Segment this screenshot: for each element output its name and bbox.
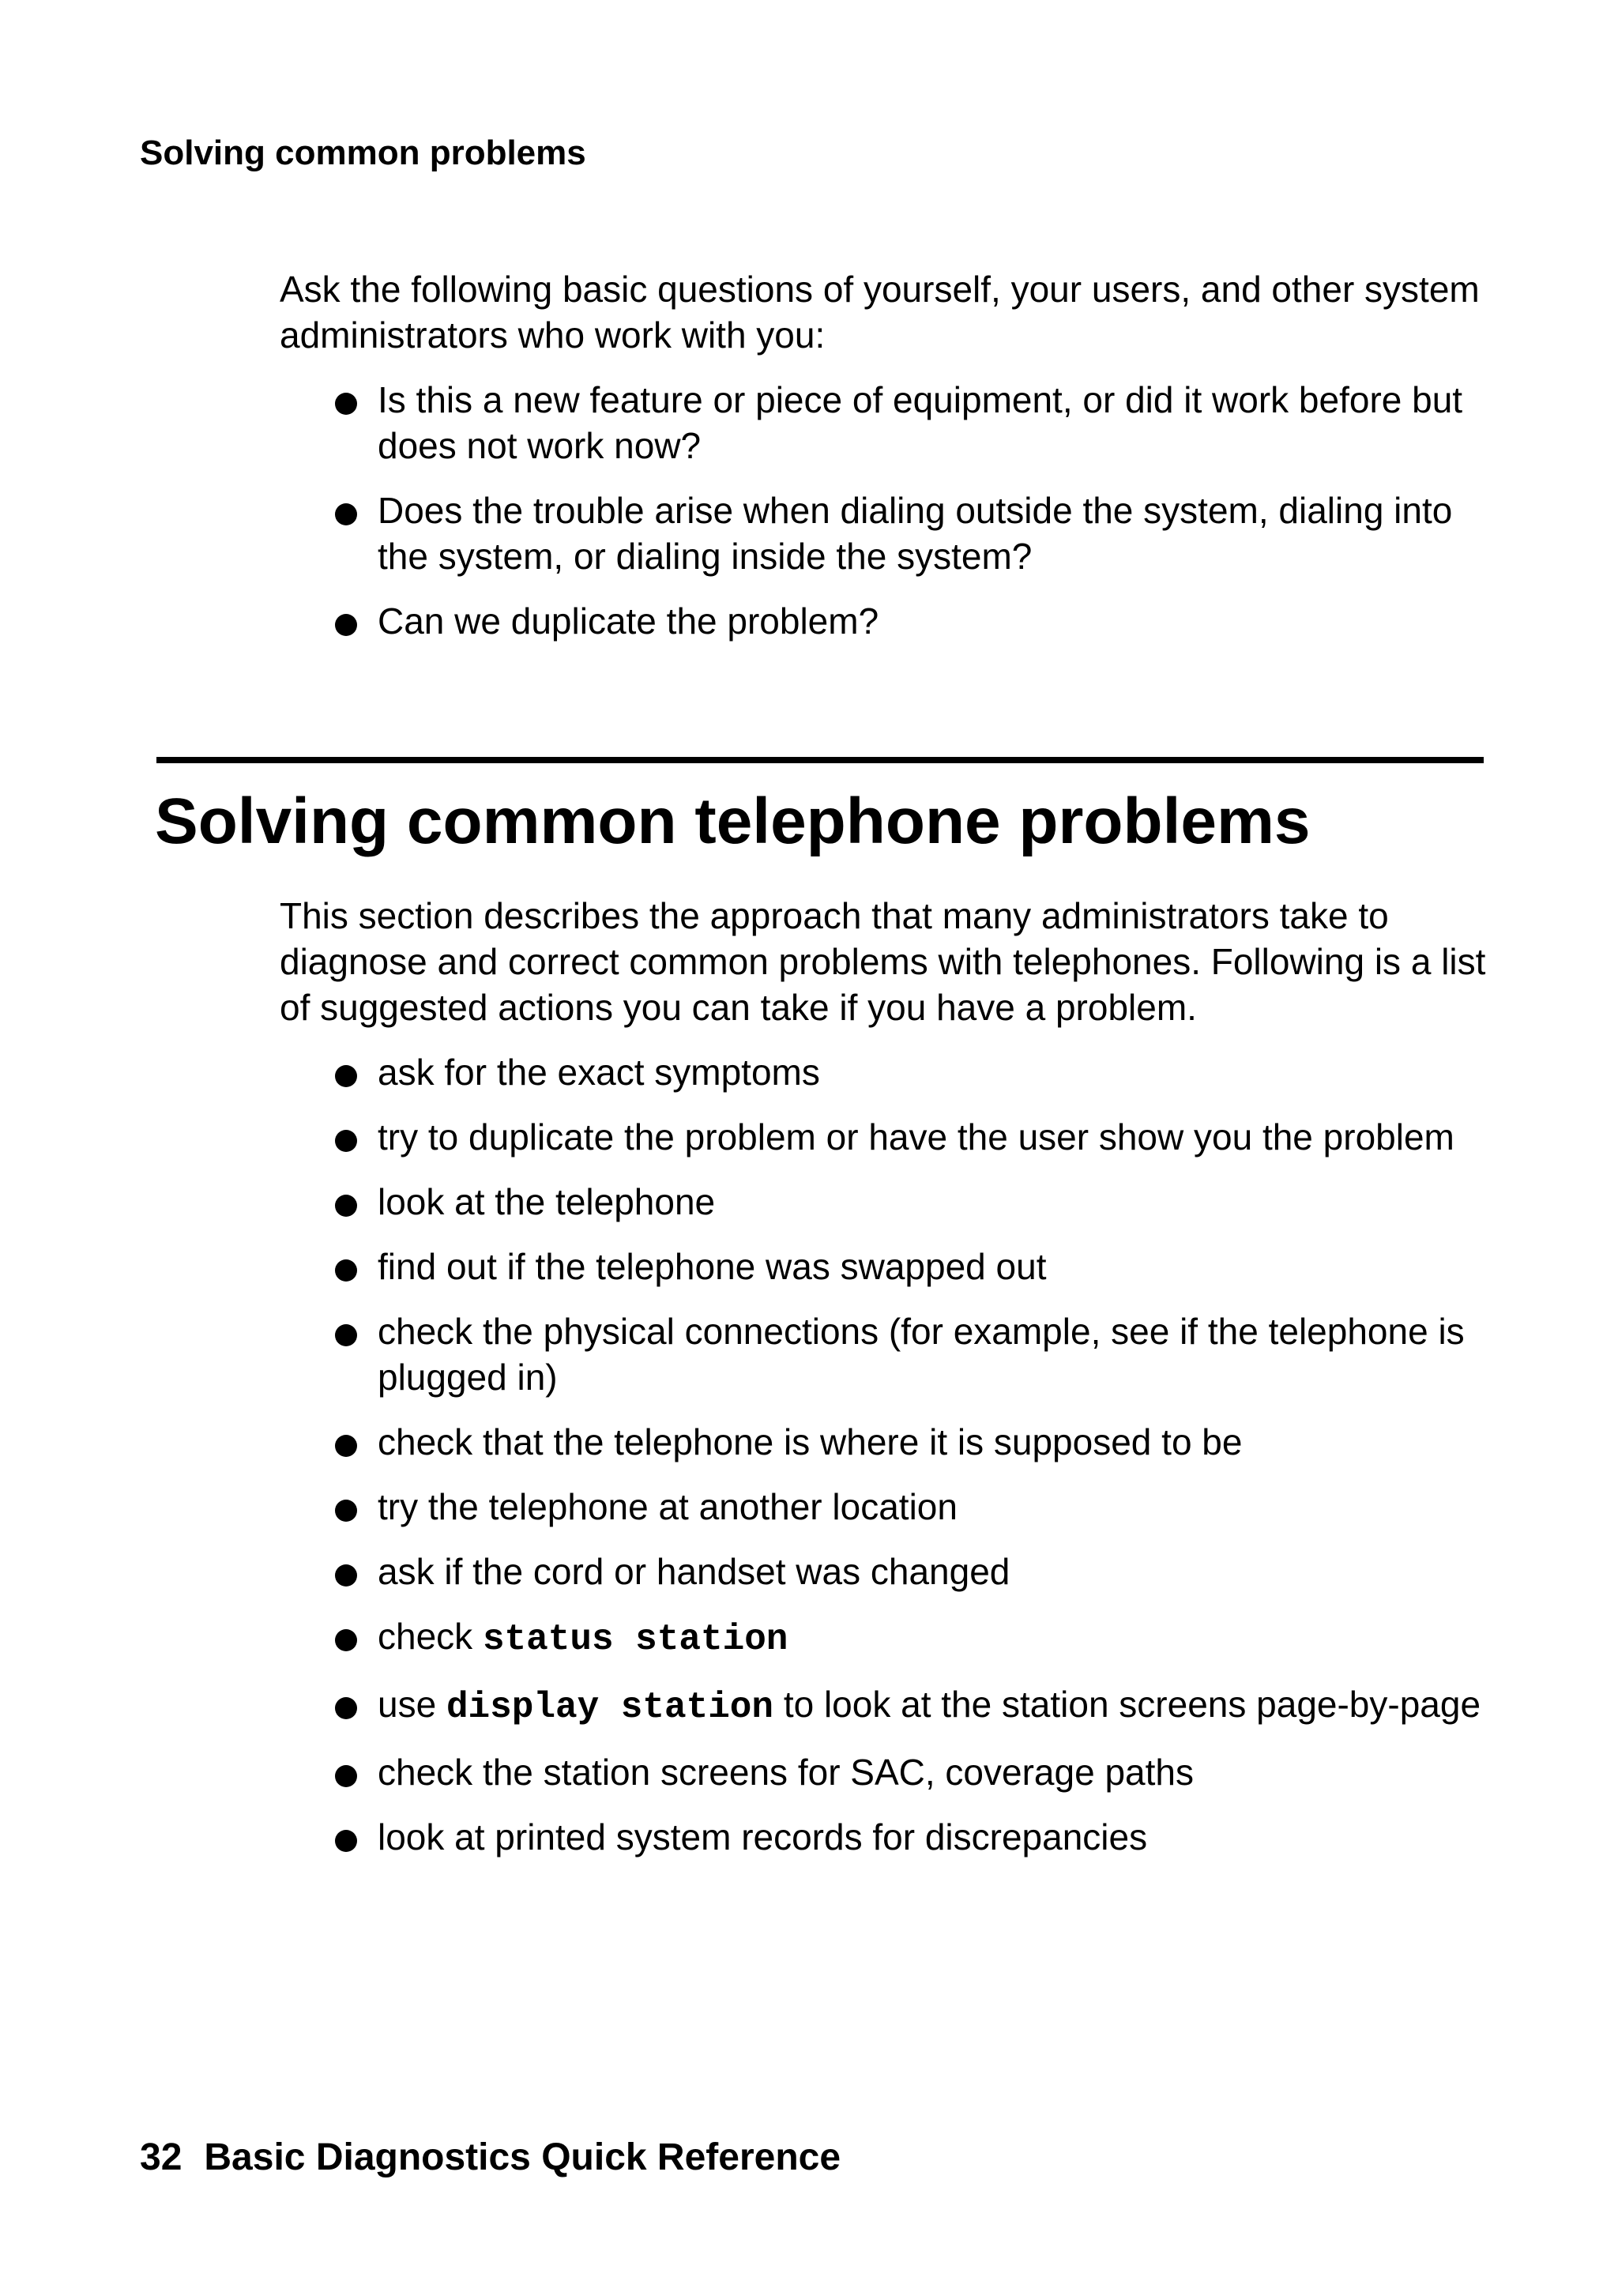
bullet-icon: [335, 1629, 357, 1651]
question-list: [280, 377, 1488, 644]
bullet-icon: [335, 1324, 357, 1346]
list-item: find out if the telephone was swapped out: [280, 1244, 1488, 1289]
section-paragraph: This section describes the approach that many administrators take to diagnose and correct common problems with telephones. Following is a list of suggested actions you can take if you have a problem.: [280, 895, 1486, 1028]
bullet-icon: [335, 1259, 357, 1282]
list-item: try the telephone at another location: [280, 1484, 1488, 1530]
bullet-icon: [335, 1765, 357, 1787]
command-text: display station: [446, 1687, 774, 1728]
list-item: Is this a new feature or piece of equipment, or did it work before but does not work now?: [280, 377, 1488, 469]
list-item: ask for the exact symptoms: [280, 1049, 1488, 1095]
list-item: check the station screens for SAC, coverage paths: [280, 1749, 1488, 1795]
bullet-icon: [335, 503, 357, 525]
action-list: [280, 1049, 1488, 1860]
list-item: Does the trouble arise when dialing outside the system, dialing into the system, or dialing inside the system?: [280, 487, 1488, 579]
page-number: 32: [140, 2136, 182, 2178]
list-item: check that the telephone is where it is supposed to be: [280, 1419, 1488, 1465]
list-item: ask if the cord or handset was changed: [280, 1549, 1488, 1594]
bullet-icon: [335, 1830, 357, 1852]
intro-block: [280, 266, 1488, 644]
bullet-icon: [335, 1500, 357, 1522]
list-item: look at printed system records for discrepancies: [280, 1814, 1488, 1860]
command-text: status station: [482, 1619, 788, 1660]
intro-paragraph: Ask the following basic questions of yourself, your users, and other system administrators who work with you:: [280, 269, 1480, 356]
book-title: Basic Diagnostics Quick Reference: [204, 2136, 841, 2178]
bullet-icon: [335, 1564, 357, 1586]
bullet-icon: [335, 614, 357, 636]
running-header: Solving common problems: [140, 134, 586, 172]
list-item: use display station to look at the station screens page-by-page: [280, 1681, 1488, 1730]
bullet-icon: [335, 1065, 357, 1087]
bullet-icon: [335, 1195, 357, 1217]
bullet-icon: [335, 1435, 357, 1457]
bullet-icon: [335, 393, 357, 415]
list-item: try to duplicate the problem or have the user show you the problem: [280, 1114, 1488, 1160]
list-item: look at the telephone: [280, 1179, 1488, 1225]
bullet-icon: [335, 1697, 357, 1719]
list-item: check the physical connections (for example, see if the telephone is plugged in): [280, 1308, 1488, 1400]
section-title: Solving common telephone problems: [155, 785, 1311, 857]
section-divider: [156, 757, 1484, 763]
list-item: Can we duplicate the problem?: [280, 598, 1488, 644]
page-footer: [140, 2133, 841, 2182]
bullet-icon: [335, 1130, 357, 1152]
section-body: [280, 893, 1488, 1860]
list-item: check status station: [280, 1613, 1488, 1662]
